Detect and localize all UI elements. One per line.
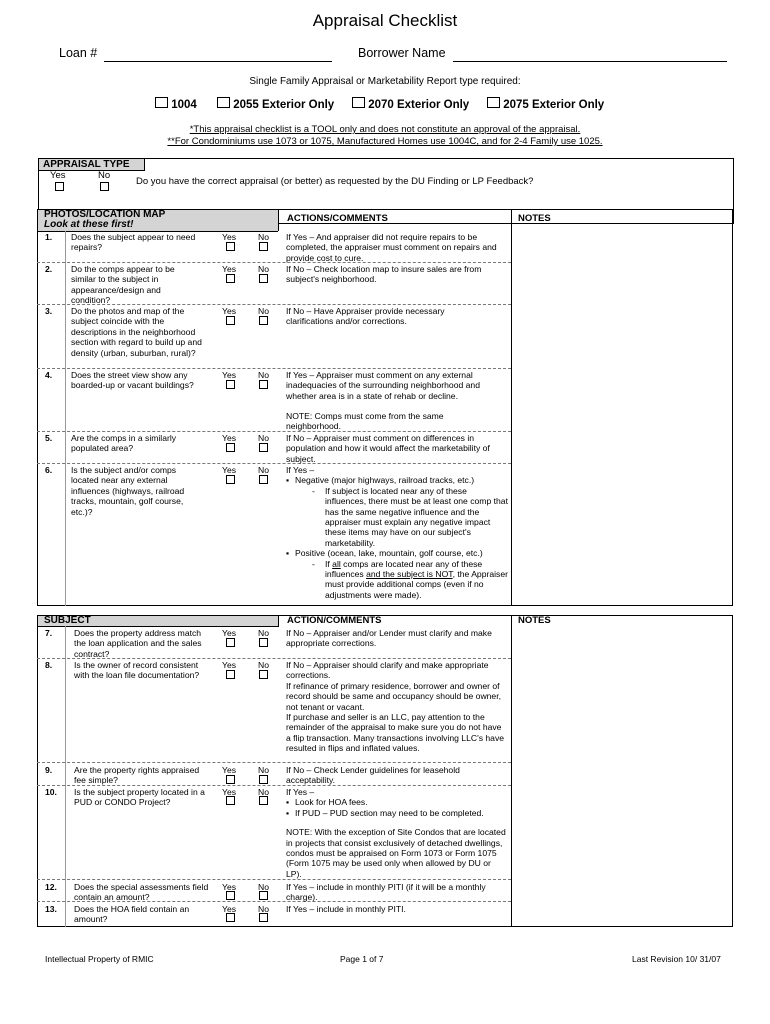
- checkbox-2075[interactable]: [487, 97, 500, 108]
- action-text: If No – Have Appraiser provide necessary clarifications and/or corrections.: [286, 306, 445, 327]
- action-note: NOTE: Comps must come from the same neighborhood.: [286, 411, 444, 432]
- positive-influence-detail: - If all comps are located near any of these influences and the subject is NOT, the Appraiser must provide additional comps (even if no adjustments were made).: [295, 559, 508, 601]
- yes-label: Yes: [222, 465, 237, 475]
- form-type-note: **For Condominiums use 1073 or 1075, Manufactured Homes use 1004C, and for 2-4 Family use 1025.: [167, 136, 603, 147]
- question-text: Does the special assessments field contain an amount?: [74, 882, 209, 903]
- question-text: Are the property rights appraised fee simple?: [74, 765, 200, 786]
- row-6-no-checkbox[interactable]: [259, 475, 268, 484]
- action-text: If No – Check Lender guidelines for leasehold acceptability.: [286, 765, 460, 786]
- row-3-yes-checkbox[interactable]: [226, 316, 235, 325]
- checkbox-2055[interactable]: [217, 97, 230, 108]
- negative-influence-item: ▪ Negative (major highways, railroad tracks, etc.) - If subject is located near any of these influences, there must be at least one comp that has the same negative influence and the appraiser must explain any negative impact these items may have on our subject's marketability.: [295, 475, 508, 548]
- row-12-yes-checkbox[interactable]: [226, 891, 235, 900]
- row-4-yes-checkbox[interactable]: [226, 380, 235, 389]
- row-number: 1.: [45, 232, 53, 242]
- photos-subheading: Look at these first!: [44, 219, 134, 230]
- no-label: No: [258, 904, 269, 914]
- action-text: If Yes – include in monthly PITI (if it will be a monthly charge).: [286, 882, 486, 903]
- appraisal-type-question: Do you have the correct appraisal (or better) as requested by the DU Finding or LP Feedback?: [136, 176, 534, 187]
- row-number: 5.: [45, 433, 53, 443]
- page-title: Appraisal Checklist: [312, 11, 458, 30]
- row-8-yes-checkbox[interactable]: [226, 670, 235, 679]
- row-12-no-checkbox[interactable]: [259, 891, 268, 900]
- footer-revision: Last Revision 10/ 31/07: [632, 954, 721, 964]
- action-text: If Yes – ▪ Negative (major highways, railroad tracks, etc.) - If subject is located near any of these influences, there must be at least one comp that has the same negative influence and the appraiser must explain any negative impact these items may have on our subject's marketability. ▪ Positive (ocean, lake, mountain, golf course, etc.) - If all comps are located near any of these influences and the subject is NOT, the Appraiser must provide additional comps (even if no adjustments were made).: [286, 465, 508, 600]
- row-number: 8.: [45, 660, 53, 670]
- appraisal-type-yes-checkbox[interactable]: [55, 182, 64, 191]
- action-text: If Yes – include in monthly PITI.: [286, 904, 406, 914]
- question-text: Is the owner of record consistent with the loan file documentation?: [74, 660, 200, 681]
- row-number: 6.: [45, 465, 53, 475]
- borrower-name-field[interactable]: [453, 61, 727, 62]
- yes-label: Yes: [222, 370, 237, 380]
- row-number: 4.: [45, 370, 53, 380]
- question-text: Are the comps in a similarly populated area?: [71, 433, 177, 454]
- disclaimer-note: *This appraisal checklist is a TOOL only and does not constitute an approval of the appraisal.: [189, 124, 581, 135]
- footer-left: Intellectual Property of RMIC: [45, 954, 154, 964]
- yes-label: Yes: [222, 232, 237, 242]
- question-text: Does the street view show any boarded-up or vacant buildings?: [71, 370, 194, 391]
- photos-notes-heading: NOTES: [518, 213, 551, 224]
- no-label: No: [258, 628, 269, 638]
- checkbox-1004[interactable]: [155, 97, 168, 108]
- row-2-no-checkbox[interactable]: [259, 274, 268, 283]
- row-number: 2.: [45, 264, 53, 274]
- negative-influence-detail: - If subject is located near any of these influences, there must be at least one comp that has the same negative influence and the appraiser must explain any negative impact these items may have on our subject's marketability.: [295, 486, 508, 548]
- appraisal-type-yes-label: Yes: [50, 170, 66, 181]
- photos-heading: PHOTOS/LOCATION MAP Look at these first!: [38, 210, 278, 231]
- subject-notes-heading: NOTES: [518, 615, 551, 626]
- row-1-no-checkbox[interactable]: [259, 242, 268, 251]
- row-number: 12.: [45, 882, 57, 892]
- no-label: No: [258, 370, 269, 380]
- photos-actions-heading: ACTIONS/COMMENTS: [287, 213, 388, 224]
- row-4-no-checkbox[interactable]: [259, 380, 268, 389]
- row-9-yes-checkbox[interactable]: [226, 775, 235, 784]
- yes-label: Yes: [222, 433, 237, 443]
- row-13-yes-checkbox[interactable]: [226, 913, 235, 922]
- no-label: No: [258, 765, 269, 775]
- row-number: 7.: [45, 628, 53, 638]
- row-9-no-checkbox[interactable]: [259, 775, 268, 784]
- yes-label: Yes: [222, 882, 237, 892]
- question-text: Is the subject property located in a PUD or CONDO Project?: [74, 787, 205, 808]
- yes-label: Yes: [222, 628, 237, 638]
- form-option-2055[interactable]: 2055 Exterior Only: [217, 97, 334, 111]
- no-label: No: [258, 306, 269, 316]
- row-1-yes-checkbox[interactable]: [226, 242, 235, 251]
- yes-label: Yes: [222, 306, 237, 316]
- appraisal-type-no-checkbox[interactable]: [100, 182, 109, 191]
- row-number: 9.: [45, 765, 53, 775]
- appraisal-type-heading: APPRAISAL TYPE: [39, 159, 145, 170]
- no-label: No: [258, 882, 269, 892]
- question-text: Is the subject and/or comps located near any external influences (highways, railroad tracks, mountain, golf course, etc.)?: [71, 465, 185, 517]
- form-option-2075[interactable]: 2075 Exterior Only: [487, 97, 604, 111]
- row-5-no-checkbox[interactable]: [259, 443, 268, 452]
- loan-number-field[interactable]: [104, 61, 332, 62]
- question-text: Do the photos and map of the subject coincide with the descriptions in the neighborhood section with regard to build up and density (urban, suburban, rural)?: [71, 306, 202, 358]
- action-text: If No – Appraiser must comment on differences in population and how it would affect the marketability of subject.: [286, 433, 490, 464]
- row-7-no-checkbox[interactable]: [259, 638, 268, 647]
- row-5-yes-checkbox[interactable]: [226, 443, 235, 452]
- yes-label: Yes: [222, 660, 237, 670]
- row-10-yes-checkbox[interactable]: [226, 796, 235, 805]
- action-text: If No – Appraiser and/or Lender must clarify and make appropriate corrections.: [286, 628, 492, 649]
- loan-label: Loan #: [59, 46, 98, 60]
- no-label: No: [258, 264, 269, 274]
- no-label: No: [258, 465, 269, 475]
- positive-influence-item: ▪ Positive (ocean, lake, mountain, golf course, etc.) - If all comps are located near any of these influences and the subject is NOT, the Appraiser must provide additional comps (even if no adjustments were made).: [295, 548, 508, 600]
- action-text: If No – Check location map to insure sales are from subject's neighborhood.: [286, 264, 482, 285]
- no-label: No: [258, 433, 269, 443]
- action-text: If Yes – And appraiser did not require repairs to be completed, the appraiser must comment on repairs and provide cost to cure.: [286, 232, 497, 263]
- row-8-no-checkbox[interactable]: [259, 670, 268, 679]
- yes-label: Yes: [222, 904, 237, 914]
- no-label: No: [258, 660, 269, 670]
- question-text: Does the subject appear to need repairs?: [71, 232, 196, 253]
- checkbox-2070[interactable]: [352, 97, 365, 108]
- row-10-no-checkbox[interactable]: [259, 796, 268, 805]
- row-6-yes-checkbox[interactable]: [226, 475, 235, 484]
- yes-label: Yes: [222, 787, 237, 797]
- subject-heading: SUBJECT: [38, 616, 278, 626]
- no-label: No: [258, 232, 269, 242]
- yes-label: Yes: [222, 765, 237, 775]
- page-number: Page 1 of 7: [340, 954, 384, 964]
- subject-actions-heading: ACTION/COMMENTS: [287, 615, 382, 626]
- question-text: Does the HOA field contain an amount?: [74, 904, 190, 925]
- row-13-no-checkbox[interactable]: [259, 913, 268, 922]
- form-option-1004[interactable]: 1004: [155, 97, 197, 111]
- question-text: Do the comps appear to be similar to the subject in appearance/design and condition?: [71, 264, 175, 306]
- appraisal-type-no-label: No: [98, 170, 111, 181]
- action-text: If Yes – Appraiser must comment on any external inadequacies of the surrounding neighborhood and whether area is in a state of rehab or decline.: [286, 370, 480, 401]
- yes-label: Yes: [222, 264, 237, 274]
- form-option-2070[interactable]: 2070 Exterior Only: [352, 97, 469, 111]
- question-text: Does the property address match the loan application and the sales contract?: [74, 628, 202, 659]
- row-3-no-checkbox[interactable]: [259, 316, 268, 325]
- row-number: 3.: [45, 306, 53, 316]
- row-number: 10.: [45, 787, 57, 797]
- borrower-label: Borrower Name: [358, 46, 446, 60]
- row-7-yes-checkbox[interactable]: [226, 638, 235, 647]
- row-number: 13.: [45, 904, 57, 914]
- no-label: No: [258, 787, 269, 797]
- action-text: If No – Appraiser should clarify and make appropriate corrections. If refinance of primary residence, borrower and owner of record should be same and occupancy should be owner, not tenant or vacant. If purchase and seller is an LLC, pay attention to the remainder of the appraisal to make sure you do not have a flip transaction. Many transactions involving LLC's have resulted in flips and inflated values.: [286, 660, 505, 754]
- row-2-yes-checkbox[interactable]: [226, 274, 235, 283]
- action-text: If Yes – ▪ Look for HOA fees. ▪ If PUD – PUD section may need to be completed. NOTE: With the exception of Site Condos that are located in projects that consist exclusively of detached dwellings, condos must be appraised on Form 1073 or Form 1075 (Form 1075 may be used only when allowed by DU or LP).: [286, 787, 508, 879]
- report-type-prompt: Single Family Appraisal or Marketability Report type required:: [249, 76, 521, 87]
